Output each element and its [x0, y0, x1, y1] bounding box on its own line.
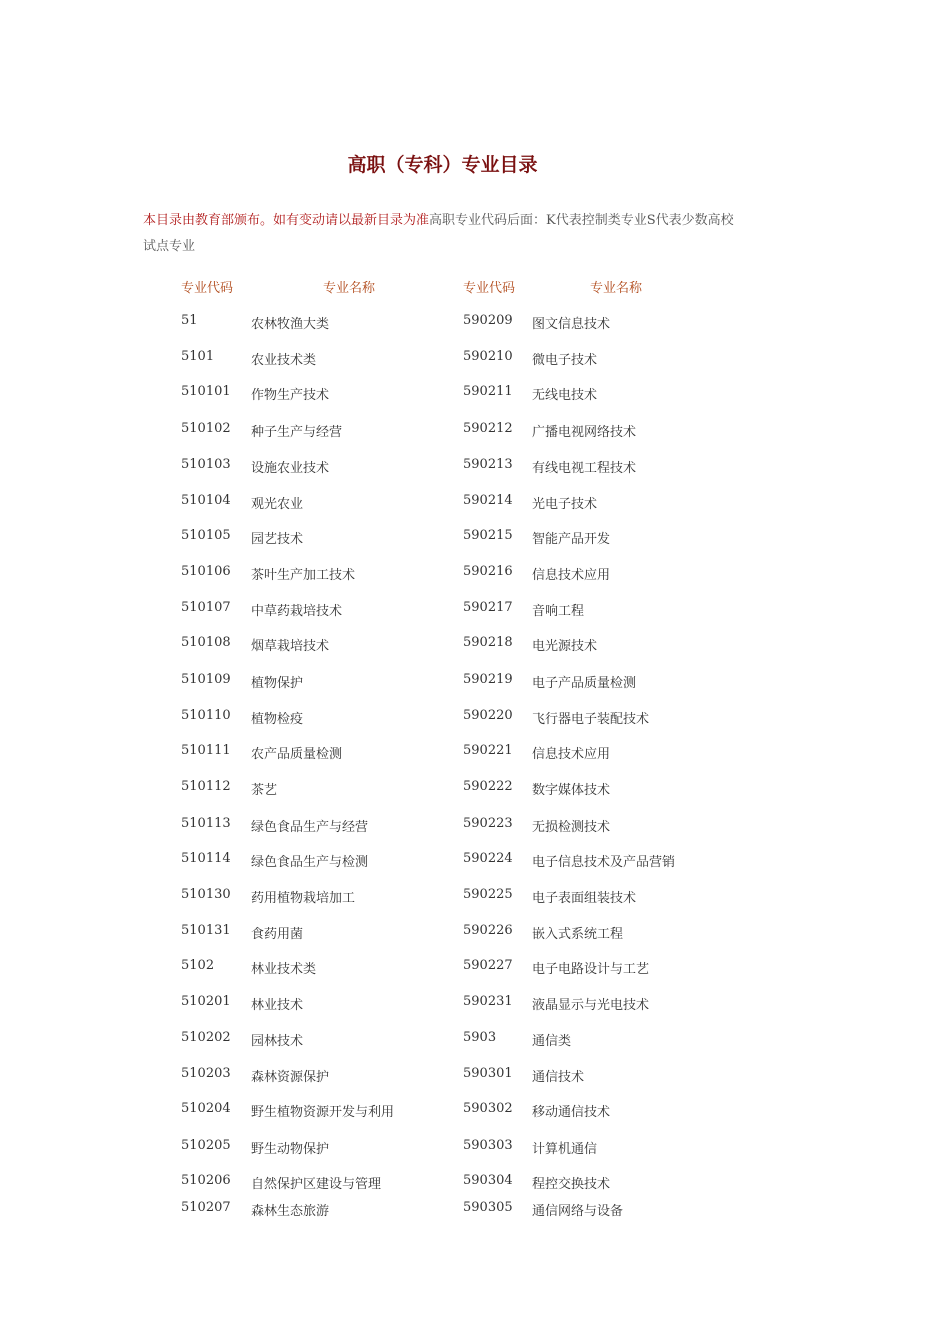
cell-left-code: 510104 [181, 493, 231, 508]
cell-left-code: 510131 [181, 923, 231, 938]
cell-right-name: 有线电视工程技术 [532, 461, 637, 476]
page-title: 高职（专科）专业目录 [347, 154, 538, 176]
cell-right-name: 无损检测技术 [532, 820, 611, 835]
cell-left-code: 510207 [181, 1200, 231, 1215]
cell-left-name: 自然保护区建设与管理 [251, 1177, 382, 1192]
cell-right-name: 智能产品开发 [532, 532, 611, 547]
cell-left-name: 茶艺 [251, 783, 278, 798]
cell-left-name: 野生动物保护 [251, 1142, 330, 1157]
cell-right-name: 数字媒体技术 [532, 783, 611, 798]
cell-right-code: 590223 [463, 816, 513, 831]
cell-right-code: 590304 [463, 1173, 513, 1188]
cell-right-name: 广播电视网络技术 [532, 425, 637, 440]
cell-left-name: 茶叶生产加工技术 [251, 568, 356, 583]
intro-code-note: 高职专业代码后面：K代表控制类专业S代表少数高校试点专业 [143, 213, 734, 254]
cell-right-name: 电光源技术 [532, 639, 598, 654]
cell-left-name: 林业技术 [251, 998, 304, 1013]
cell-left-code: 510113 [181, 816, 231, 831]
cell-left-name: 森林生态旅游 [251, 1204, 330, 1219]
cell-left-code: 510204 [181, 1101, 231, 1116]
cell-left-name: 森林资源保护 [251, 1070, 330, 1085]
cell-right-name: 微电子技术 [532, 353, 598, 368]
cell-left-code: 510112 [181, 779, 231, 794]
cell-right-code: 590227 [463, 958, 513, 973]
cell-right-name: 信息技术应用 [532, 568, 611, 583]
cell-right-code: 590301 [463, 1066, 513, 1081]
header-right-code: 专业代码 [463, 281, 516, 296]
cell-left-code: 510111 [181, 743, 231, 758]
cell-left-name: 药用植物栽培加工 [251, 891, 356, 906]
cell-left-name: 园林技术 [251, 1034, 304, 1049]
cell-right-code: 590211 [463, 384, 513, 399]
cell-right-code: 590217 [463, 600, 513, 615]
header-left-code: 专业代码 [181, 281, 234, 296]
cell-left-name: 种子生产与经营 [251, 425, 343, 440]
cell-left-code: 510206 [181, 1173, 231, 1188]
cell-right-code: 590219 [463, 672, 513, 687]
cell-right-code: 590231 [463, 994, 513, 1009]
cell-right-name: 计算机通信 [532, 1142, 598, 1157]
cell-left-name: 观光农业 [251, 497, 304, 512]
cell-left-code: 510114 [181, 851, 231, 866]
cell-left-code: 510107 [181, 600, 231, 615]
cell-left-code: 51 [181, 313, 198, 328]
cell-left-code: 510201 [181, 994, 231, 1009]
header-right-name: 专业名称 [590, 281, 643, 296]
cell-right-name: 通信网络与设备 [532, 1204, 624, 1219]
cell-right-code: 5903 [463, 1030, 497, 1045]
cell-left-name: 食药用菌 [251, 927, 304, 942]
cell-left-name: 植物保护 [251, 676, 304, 691]
cell-left-name: 植物检疫 [251, 712, 304, 727]
cell-right-code: 590302 [463, 1101, 513, 1116]
cell-right-code: 590226 [463, 923, 513, 938]
cell-right-name: 程控交换技术 [532, 1177, 611, 1192]
cell-left-code: 510205 [181, 1138, 231, 1153]
cell-left-code: 510101 [181, 384, 231, 399]
cell-right-code: 590213 [463, 457, 513, 472]
cell-right-name: 移动通信技术 [532, 1105, 611, 1120]
cell-left-name: 绿色食品生产与检测 [251, 855, 369, 870]
cell-right-code: 590216 [463, 564, 513, 579]
cell-right-name: 音响工程 [532, 604, 585, 619]
cell-right-name: 通信类 [532, 1034, 572, 1049]
cell-left-name: 中草药栽培技术 [251, 604, 343, 619]
cell-left-name: 绿色食品生产与经营 [251, 820, 369, 835]
header-left-name: 专业名称 [323, 281, 376, 296]
cell-left-code: 510105 [181, 528, 231, 543]
cell-left-code: 510102 [181, 421, 231, 436]
cell-right-code: 590220 [463, 708, 513, 723]
cell-right-code: 590209 [463, 313, 513, 328]
cell-left-name: 农产品质量检测 [251, 747, 343, 762]
cell-left-name: 野生植物资源开发与利用 [251, 1105, 395, 1120]
cell-right-name: 信息技术应用 [532, 747, 611, 762]
cell-left-code: 5102 [181, 958, 215, 973]
cell-right-code: 590222 [463, 779, 513, 794]
cell-left-code: 510130 [181, 887, 231, 902]
cell-right-name: 嵌入式系统工程 [532, 927, 624, 942]
cell-right-code: 590305 [463, 1200, 513, 1215]
cell-right-name: 液晶显示与光电技术 [532, 998, 650, 1013]
cell-left-name: 农林牧渔大类 [251, 317, 330, 332]
cell-left-code: 510203 [181, 1066, 231, 1081]
cell-right-name: 电子电路设计与工艺 [532, 962, 650, 977]
cell-left-code: 510106 [181, 564, 231, 579]
cell-left-code: 510202 [181, 1030, 231, 1045]
cell-right-name: 图文信息技术 [532, 317, 611, 332]
cell-left-name: 农业技术类 [251, 353, 317, 368]
cell-right-name: 电子产品质量检测 [532, 676, 637, 691]
cell-right-code: 590215 [463, 528, 513, 543]
cell-left-code: 510110 [181, 708, 231, 723]
cell-right-code: 590225 [463, 887, 513, 902]
cell-right-name: 电子信息技术及产品营销 [532, 855, 676, 870]
cell-right-code: 590210 [463, 349, 513, 364]
intro-paragraph [143, 208, 743, 260]
cell-right-name: 无线电技术 [532, 388, 598, 403]
cell-left-name: 烟草栽培技术 [251, 639, 330, 654]
cell-right-name: 光电子技术 [532, 497, 598, 512]
cell-right-code: 590224 [463, 851, 513, 866]
cell-left-name: 园艺技术 [251, 532, 304, 547]
cell-left-code: 510109 [181, 672, 231, 687]
cell-right-name: 通信技术 [532, 1070, 585, 1085]
cell-left-name: 设施农业技术 [251, 461, 330, 476]
intro-notice: 本目录由教育部颁布。如有变动请以最新目录为准 [143, 213, 430, 228]
cell-left-name: 林业技术类 [251, 962, 317, 977]
cell-right-code: 590218 [463, 635, 513, 650]
cell-right-code: 590221 [463, 743, 513, 758]
cell-left-code: 510108 [181, 635, 231, 650]
cell-right-name: 飞行器电子装配技术 [532, 712, 650, 727]
cell-right-code: 590303 [463, 1138, 513, 1153]
cell-left-name: 作物生产技术 [251, 388, 330, 403]
cell-right-code: 590214 [463, 493, 513, 508]
cell-left-code: 510103 [181, 457, 231, 472]
cell-right-code: 590212 [463, 421, 513, 436]
cell-left-code: 5101 [181, 349, 215, 364]
cell-right-name: 电子表面组装技术 [532, 891, 637, 906]
